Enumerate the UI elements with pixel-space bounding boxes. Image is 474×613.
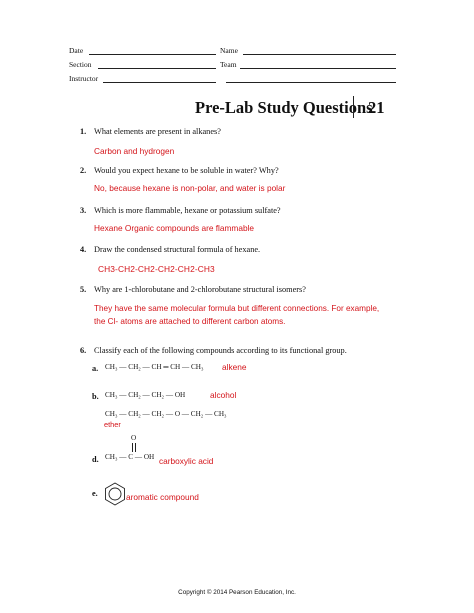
answer-1: Carbon and hydrogen bbox=[94, 146, 175, 156]
answer-5-line-2: the Cl- atoms are attached to different carbon atoms. bbox=[94, 317, 286, 326]
section-label: Section bbox=[69, 60, 92, 69]
carbonyl-double-bond bbox=[132, 443, 136, 452]
name-field[interactable] bbox=[243, 54, 396, 55]
team-label: Team bbox=[220, 60, 237, 69]
section-field[interactable] bbox=[98, 68, 216, 69]
copyright-footer: Copyright © 2014 Pearson Education, Inc. bbox=[178, 589, 296, 596]
answer-6b: alcohol bbox=[210, 390, 237, 400]
name-label: Name bbox=[220, 46, 238, 55]
answer-3: Hexane Organic compounds are flammable bbox=[94, 223, 255, 233]
title-divider bbox=[353, 96, 354, 118]
compound-a-formula: CH₃ — CH₂ — CH ═ CH — CH₃ bbox=[105, 363, 204, 371]
page-number: 21 bbox=[368, 98, 385, 117]
answer-6d: carboxylic acid bbox=[159, 456, 214, 466]
compound-b-formula: CH₃ — CH₂ — CH₂ — OH bbox=[105, 391, 186, 399]
answer-6a: alkene bbox=[222, 362, 247, 372]
date-label: Date bbox=[69, 46, 84, 55]
carbonyl-oxygen: O bbox=[131, 434, 137, 442]
answer-5-line-1: They have the same molecular formula but different connections. For example, bbox=[94, 304, 380, 313]
compound-e-letter: e. bbox=[92, 489, 98, 498]
compound-b-letter: b. bbox=[92, 392, 99, 401]
compound-c-formula: CH₃ — CH₂ — CH₂ — O — CH₂ — CH₃ bbox=[105, 410, 227, 418]
worksheet-page: Date Name Section Team Instructor Pre-Lab Study Questions 21 1. What elements are present in alkanes? Carbon and hydrogen 2. Would you expect hexane to be soluble in water? Why? No, because hexane is non-polar, and water is polar 3. Which is more flammable, hexane or potassium sulfate? Hexane Organic compounds are flammable 4. Draw the condensed structural formula of hexane. CH3-CH2-CH2-CH2-CH2-CH3 5. Why are 1-chlorobutane and 2-chlorobutane structural isomers? They have the same molecular formula but different connections. For example, the Cl- atoms are attached to different carbon atoms. 6. Classify each of the following compounds according to its functional group. a. CH₃ — CH₂ — CH ═ CH — CH₃ alkene b. CH₃ — CH₂ — CH₂ — OH alcohol CH₃ — CH₂ — CH₂ — O — CH₂ — CH₃ ether O d. CH₃ — C — OH carboxylic acid e. aromatic compound Copyright © 2014 Pearson Education, Inc. bbox=[0, 0, 474, 613]
answer-6c: ether bbox=[104, 420, 121, 429]
answer-2: No, because hexane is non-polar, and water is polar bbox=[94, 183, 286, 193]
team-field[interactable] bbox=[240, 68, 396, 69]
compound-d-formula: CH₃ — C — OH bbox=[105, 453, 155, 461]
instructor-field[interactable] bbox=[103, 82, 216, 83]
date-field[interactable] bbox=[89, 54, 216, 55]
extra-field[interactable] bbox=[226, 82, 396, 83]
answer-6e: aromatic compound bbox=[126, 492, 199, 502]
answer-4: CH3-CH2-CH2-CH2-CH2-CH3 bbox=[98, 264, 215, 274]
instructor-label: Instructor bbox=[69, 74, 99, 83]
benzene-ring-icon bbox=[104, 482, 126, 506]
compound-a-letter: a. bbox=[92, 364, 99, 373]
page-title: Pre-Lab Study Questions bbox=[195, 98, 373, 117]
compound-d-letter: d. bbox=[92, 455, 99, 464]
